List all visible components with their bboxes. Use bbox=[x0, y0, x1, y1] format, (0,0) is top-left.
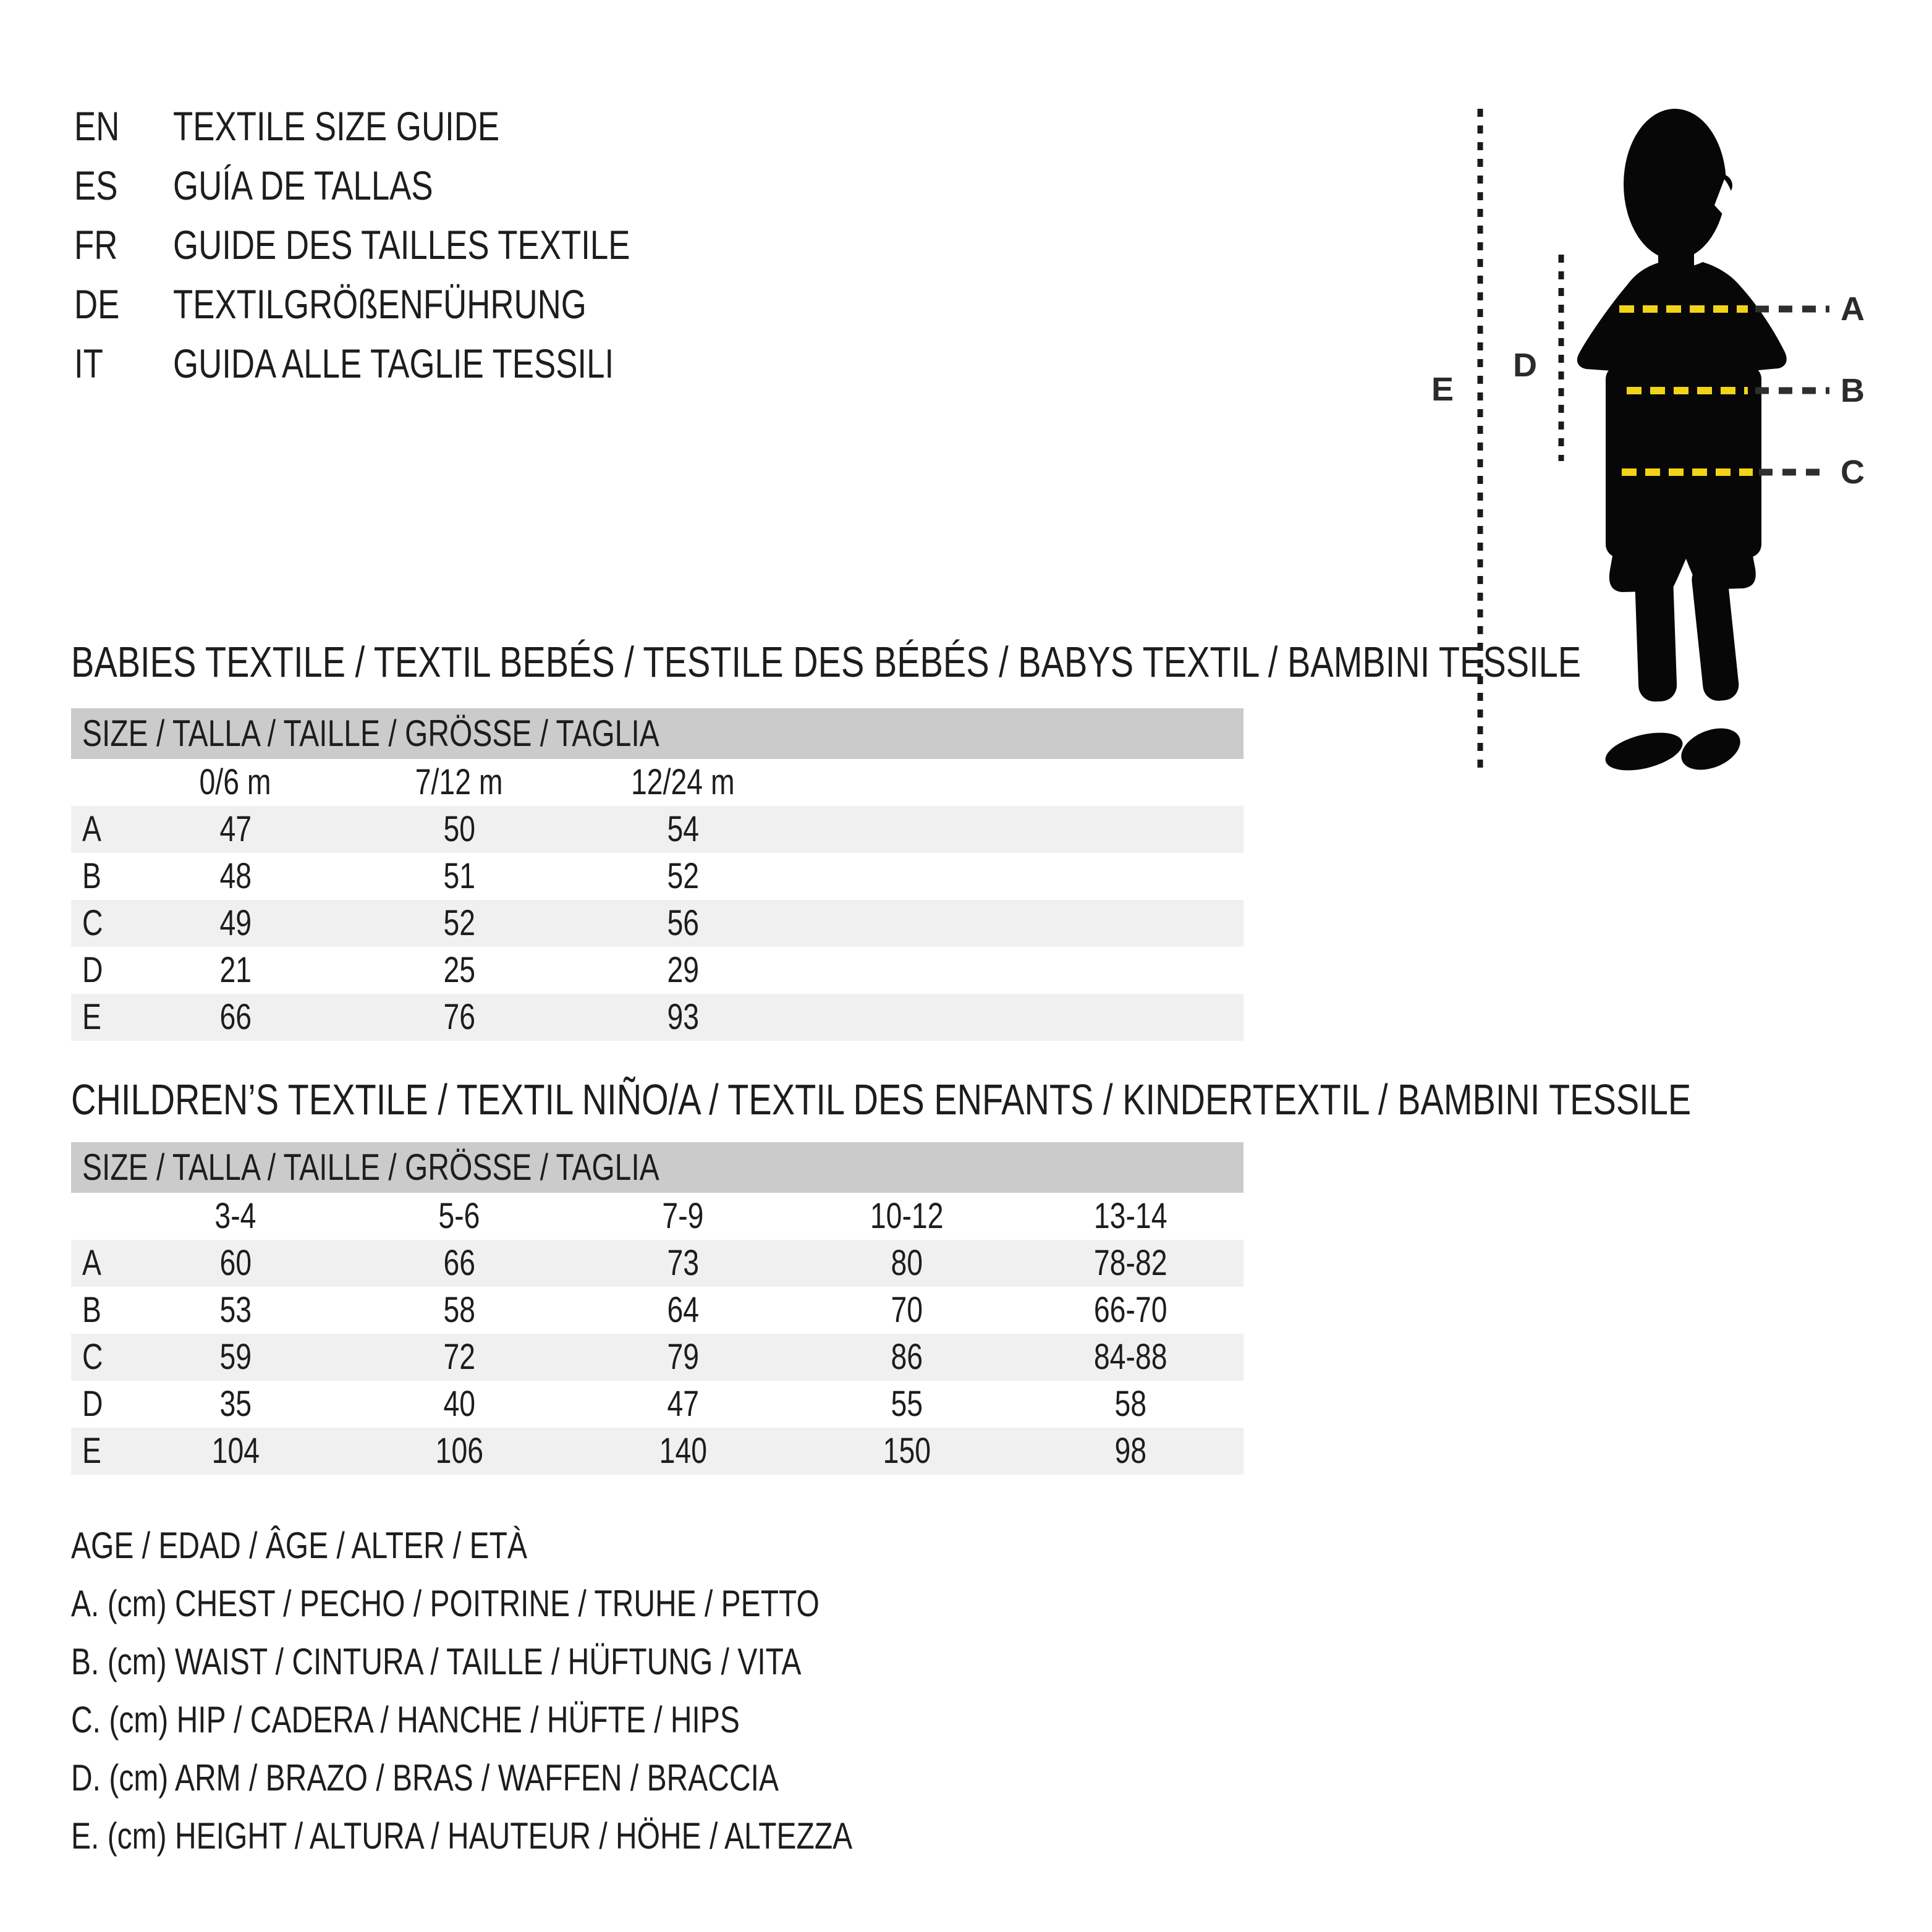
table-cell: 104 bbox=[211, 1431, 260, 1471]
table-cell: 73 bbox=[667, 1243, 699, 1283]
row-label: D bbox=[82, 950, 103, 990]
row-label: E bbox=[82, 1431, 101, 1471]
table-cell: 52 bbox=[667, 856, 699, 896]
table-cell: 51 bbox=[443, 856, 475, 896]
measure-label-d: D bbox=[1513, 347, 1537, 384]
table-cell: 49 bbox=[219, 903, 252, 943]
table-row bbox=[71, 1287, 1244, 1334]
column-header: 12/24 m bbox=[631, 762, 735, 802]
table-cell: 60 bbox=[219, 1243, 252, 1283]
table-cell: 52 bbox=[443, 903, 475, 943]
table-row bbox=[71, 1240, 1244, 1287]
row-label: A bbox=[82, 1243, 101, 1283]
language-row-es bbox=[74, 163, 498, 208]
table-cell: 21 bbox=[219, 950, 252, 990]
table-cell: 78-82 bbox=[1093, 1243, 1167, 1283]
children-column-header-row bbox=[71, 1193, 1244, 1240]
babies-size-table bbox=[71, 708, 1244, 1042]
column-header: 5-6 bbox=[438, 1196, 480, 1236]
column-header: 7/12 m bbox=[415, 762, 503, 802]
babies-section-title bbox=[71, 639, 1932, 685]
babies-table-header-text: SIZE / TALLA / TAILLE / GRÖSSE / TAGLIA bbox=[82, 713, 659, 754]
table-cell: 66 bbox=[219, 997, 252, 1037]
table-cell: 58 bbox=[443, 1290, 475, 1330]
table-cell: 47 bbox=[667, 1384, 699, 1424]
measure-label-a: A bbox=[1841, 290, 1865, 328]
table-row bbox=[71, 853, 1244, 900]
table-cell: 76 bbox=[443, 997, 475, 1037]
legend-arm-row bbox=[71, 1758, 955, 1799]
legend-text: B. (cm) WAIST / CINTURA / TAILLE / HÜFTUNG / VITA bbox=[71, 1641, 802, 1682]
language-title: GUÍA DE TALLAS bbox=[173, 163, 433, 208]
legend-text: E. (cm) HEIGHT / ALTURA / HAUTEUR / HÖHE / ALTEZZA bbox=[71, 1815, 853, 1857]
legend-text: AGE / EDAD / ÂGE / ALTER / ETÀ bbox=[71, 1525, 527, 1566]
table-cell: 98 bbox=[1114, 1431, 1146, 1471]
language-row-de bbox=[74, 282, 690, 326]
language-title: GUIDE DES TAILLES TEXTILE bbox=[173, 222, 630, 268]
table-cell: 150 bbox=[883, 1431, 931, 1471]
language-code: FR bbox=[74, 222, 118, 268]
table-cell: 55 bbox=[891, 1384, 923, 1424]
language-code: EN bbox=[74, 103, 120, 149]
language-code: DE bbox=[74, 281, 120, 327]
legend-age-row bbox=[71, 1525, 641, 1566]
table-cell: 64 bbox=[667, 1290, 699, 1330]
table-cell: 40 bbox=[443, 1384, 475, 1424]
silhouette-shorts bbox=[1609, 499, 1756, 592]
language-row-fr bbox=[74, 222, 744, 267]
table-cell: 80 bbox=[891, 1243, 923, 1283]
table-cell: 53 bbox=[219, 1290, 252, 1330]
table-row bbox=[71, 900, 1244, 947]
children-table-header bbox=[71, 1142, 1244, 1193]
row-label: E bbox=[82, 997, 101, 1037]
table-row bbox=[71, 1428, 1244, 1475]
language-title: GUIDA ALLE TAGLIE TESSILI bbox=[173, 341, 614, 386]
legend-text: C. (cm) HIP / CADERA / HANCHE / HÜFTE / HIPS bbox=[71, 1699, 740, 1740]
language-title: TEXTILE SIZE GUIDE bbox=[173, 103, 500, 149]
measure-label-b: B bbox=[1841, 372, 1865, 409]
language-row-it bbox=[74, 341, 724, 386]
legend-chest-row bbox=[71, 1583, 1007, 1624]
row-label: C bbox=[82, 1337, 103, 1377]
language-code: IT bbox=[74, 341, 103, 386]
babies-section-title-text: BABIES TEXTILE / TEXTIL BEBÉS / TESTILE DES BÉBÉS / BABYS TEXTIL / BAMBINI TESSILE bbox=[71, 638, 1582, 686]
babies-column-header-row bbox=[71, 759, 1244, 806]
table-cell: 50 bbox=[443, 809, 475, 849]
table-cell: 66 bbox=[443, 1243, 475, 1283]
table-cell: 56 bbox=[667, 903, 699, 943]
row-label: A bbox=[82, 809, 101, 849]
table-cell: 54 bbox=[667, 809, 699, 849]
children-size-table bbox=[71, 1142, 1244, 1476]
table-cell: 59 bbox=[219, 1337, 252, 1377]
column-header: 7-9 bbox=[662, 1196, 704, 1236]
row-label: B bbox=[82, 856, 101, 896]
measure-label-e: E bbox=[1431, 371, 1454, 408]
table-cell: 25 bbox=[443, 950, 475, 990]
legend-text: A. (cm) CHEST / PECHO / POITRINE / TRUHE / PETTO bbox=[71, 1583, 820, 1624]
table-cell: 79 bbox=[667, 1337, 699, 1377]
row-label: C bbox=[82, 903, 103, 943]
row-label: D bbox=[82, 1384, 103, 1424]
table-row bbox=[71, 806, 1244, 853]
table-cell: 72 bbox=[443, 1337, 475, 1377]
row-label: B bbox=[82, 1290, 101, 1330]
legend-text: D. (cm) ARM / BRAZO / BRAS / WAFFEN / BRACCIA bbox=[71, 1757, 779, 1799]
table-cell: 47 bbox=[219, 809, 252, 849]
table-row bbox=[71, 947, 1244, 994]
silhouette-left-shoe bbox=[1601, 726, 1686, 777]
legend-waist-row bbox=[71, 1642, 984, 1682]
children-table-header-text: SIZE / TALLA / TAILLE / GRÖSSE / TAGLIA bbox=[82, 1146, 659, 1188]
babies-table-header bbox=[71, 708, 1244, 759]
silhouette-right-shoe bbox=[1675, 720, 1746, 777]
column-header: 13-14 bbox=[1093, 1196, 1167, 1236]
table-cell: 58 bbox=[1114, 1384, 1146, 1424]
language-code: ES bbox=[74, 163, 118, 208]
table-row bbox=[71, 1334, 1244, 1381]
language-row-en bbox=[74, 104, 581, 148]
column-header: 10-12 bbox=[870, 1196, 944, 1236]
child-measurement-figure bbox=[1409, 74, 1932, 816]
children-section-title-text: CHILDREN’S TEXTILE / TEXTIL NIÑO/A / TEXTIL DES ENFANTS / KINDERTEXTIL / BAMBINI TESSILE bbox=[71, 1075, 1692, 1124]
table-cell: 86 bbox=[891, 1337, 923, 1377]
table-cell: 140 bbox=[659, 1431, 707, 1471]
table-row bbox=[71, 994, 1244, 1041]
children-section-title bbox=[71, 1077, 1932, 1122]
table-cell: 35 bbox=[219, 1384, 252, 1424]
column-header: 3-4 bbox=[214, 1196, 256, 1236]
table-cell: 84-88 bbox=[1093, 1337, 1167, 1377]
table-cell: 106 bbox=[435, 1431, 483, 1471]
table-cell: 93 bbox=[667, 997, 699, 1037]
column-header: 0/6 m bbox=[199, 762, 272, 802]
table-cell: 66-70 bbox=[1093, 1290, 1167, 1330]
language-title: TEXTILGRÖßENFÜHRUNG bbox=[173, 281, 587, 327]
legend-height-row bbox=[71, 1816, 1048, 1857]
measure-label-c: C bbox=[1841, 454, 1865, 491]
table-cell: 29 bbox=[667, 950, 699, 990]
table-row bbox=[71, 1381, 1244, 1428]
table-cell: 48 bbox=[219, 856, 252, 896]
table-cell: 70 bbox=[891, 1290, 923, 1330]
legend-hip-row bbox=[71, 1700, 907, 1740]
